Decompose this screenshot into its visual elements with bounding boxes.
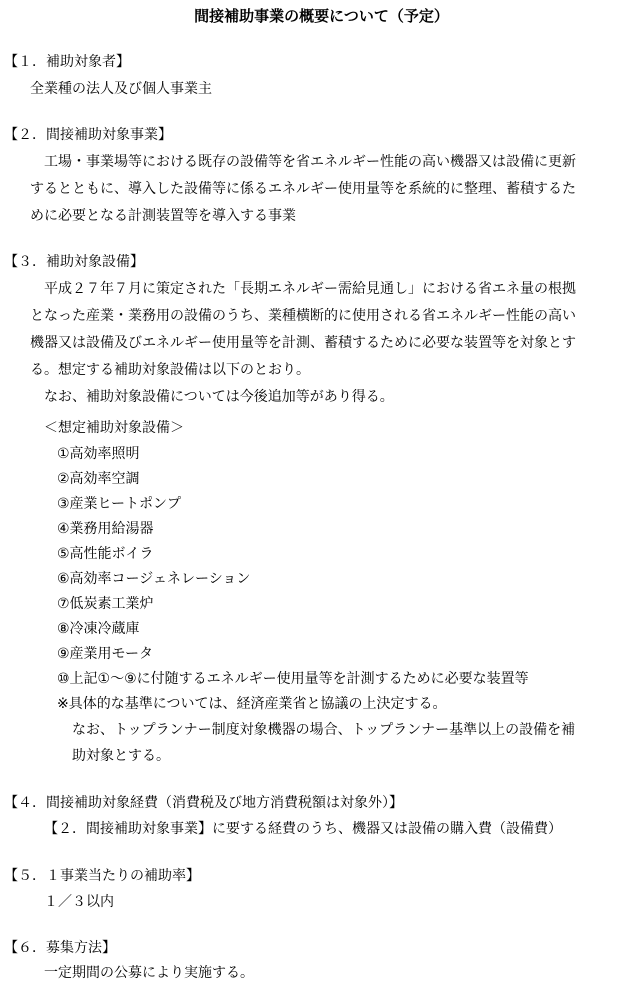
equipment-item-9: ⑨産業用モータ xyxy=(57,646,153,662)
equipment-item-1: ①高効率照明 xyxy=(57,446,140,462)
equipment-item-8: ⑧冷凍冷蔵庫 xyxy=(57,621,140,637)
equipment-item-4: ④業務用給湯器 xyxy=(57,521,154,537)
equipment-note-line-1: なお、トップランナー制度対象機器の場合、トップランナー基準以上の設備を補 xyxy=(72,722,576,738)
section-2-line-3: めに必要となる計測装置等を導入する事業 xyxy=(30,208,296,224)
page-title: 間接補助事業の概要について（予定） xyxy=(194,7,449,25)
section-3-line-3: 機器又は設備及びエネルギー使用量等を計測、蓄積するために必要な装置等を対象とす xyxy=(30,335,576,351)
equipment-item-5: ⑤高性能ボイラ xyxy=(57,546,154,562)
section-1-line-1: 全業種の法人及び個人事業主 xyxy=(30,81,212,97)
section-1-heading: 【１．補助対象者】 xyxy=(4,54,130,70)
equipment-item-2: ②高効率空調 xyxy=(57,471,140,487)
equipment-note-line-2: 助対象とする。 xyxy=(72,748,170,764)
equipment-item-7: ⑦低炭素工業炉 xyxy=(57,596,154,612)
section-2-heading: 【２．間接補助対象事業】 xyxy=(4,127,172,143)
section-5-line-1: １／３以内 xyxy=(44,894,114,910)
section-4-heading: 【４．間接補助対象経費（消費税及び地方消費税額は対象外）】 xyxy=(4,795,403,811)
section-3-heading: 【３．補助対象設備】 xyxy=(4,254,144,270)
section-3-line-5: なお、補助対象設備については今後追加等があり得る。 xyxy=(44,389,394,405)
equipment-item-6: ⑥高効率コージェネレーション xyxy=(57,571,251,587)
section-3-line-4: る。想定する補助対象設備は以下のとおり。 xyxy=(30,362,310,378)
section-3-line-2: となった産業・業務用の設備のうち、業種横断的に使用される省エネルギー性能の高い xyxy=(30,308,576,324)
section-6-line-1: 一定期間の公募により実施する。 xyxy=(44,965,254,981)
equipment-note: ※具体的な基準については、経済産業省と協議の上決定する。 xyxy=(57,696,447,712)
section-3-line-1: 平成２７年７月に策定された「長期エネルギー需給見通し」における省エネ量の根拠 xyxy=(44,281,576,297)
equipment-item-10: ⑩上記①～⑨に付随するエネルギー使用量等を計測するために必要な装置等 xyxy=(57,671,529,687)
equipment-item-3: ③産業ヒートポンプ xyxy=(57,496,181,512)
section-5-heading: 【５．１事業当たりの補助率】 xyxy=(4,868,200,884)
section-2-line-2: するとともに、導入した設備等に係るエネルギー使用量等を系統的に整理、蓄積するた xyxy=(30,181,576,197)
equipment-list-title: ＜想定補助対象設備＞ xyxy=(44,420,184,436)
section-6-heading: 【６．募集方法】 xyxy=(4,940,116,956)
section-2-line-1: 工場・事業場等における既存の設備等を省エネルギー性能の高い機器又は設備に更新 xyxy=(44,154,576,170)
section-4-line-1: 【２．間接補助対象事業】に要する経費のうち、機器又は設備の購入費（設備費） xyxy=(44,821,562,837)
